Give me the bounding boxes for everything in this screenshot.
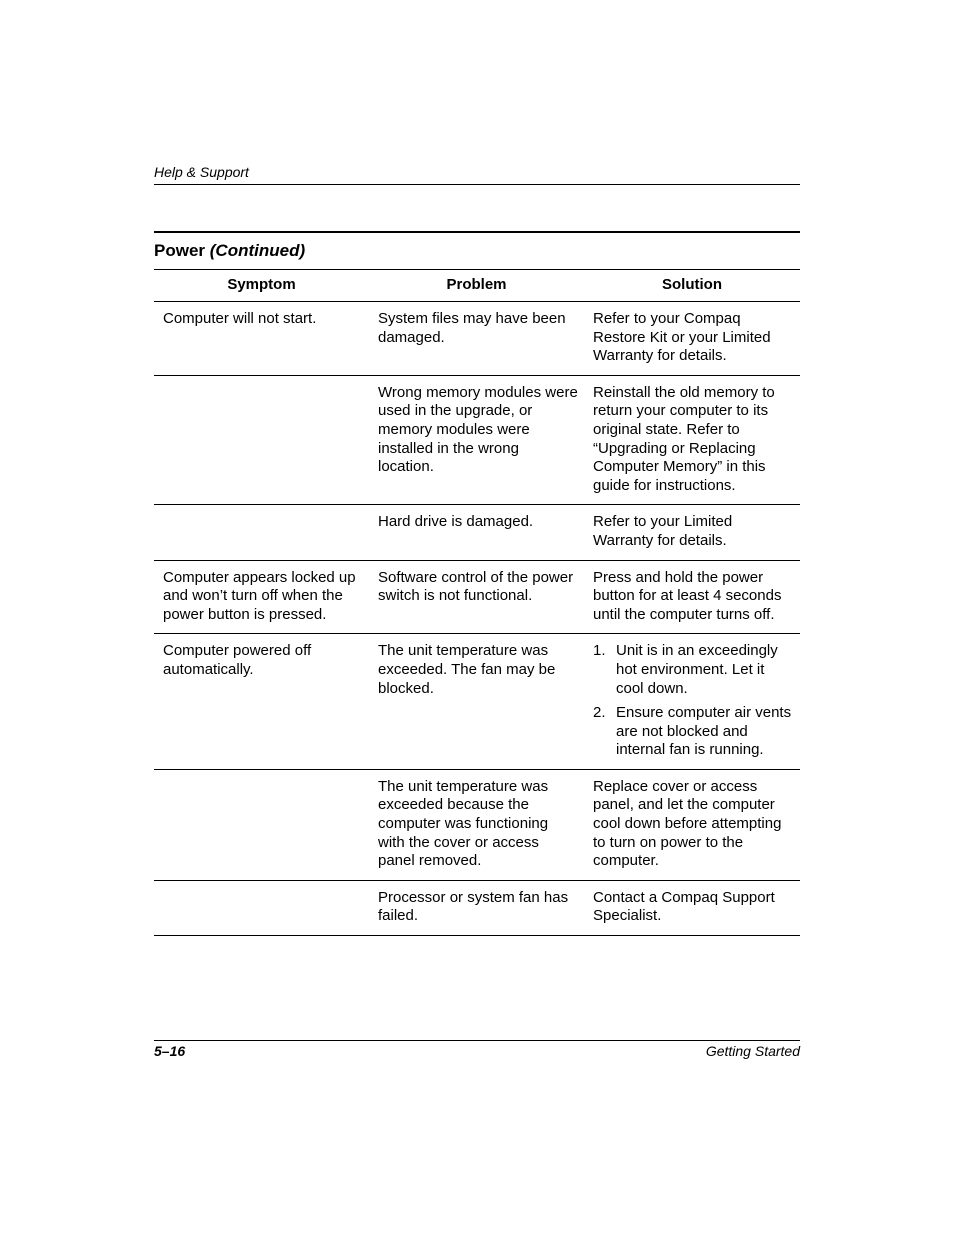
- section-title-continued: (Continued): [209, 241, 306, 260]
- step-number: 1.: [593, 642, 606, 660]
- solution-cell: Refer to your Limited Warranty for details.: [584, 505, 800, 560]
- table-row: [154, 880, 800, 935]
- solution-steps-list: [593, 642, 794, 760]
- solution-cell: Refer to your Compaq Restore Kit or your Limited Warranty for details.: [584, 302, 800, 376]
- table-row: [154, 375, 800, 505]
- symptom-cell: [154, 375, 369, 505]
- solution-cell: Press and hold the power button for at least 4 seconds until the computer turns off.: [584, 560, 800, 634]
- step-number: 2.: [593, 704, 606, 722]
- solution-cell: [584, 634, 800, 770]
- step-text: Unit is in an exceedingly hot environment. Let it cool down.: [616, 642, 778, 697]
- document-title: Getting Started: [705, 1043, 800, 1059]
- table-row: [154, 560, 800, 634]
- section-title: [154, 231, 800, 270]
- column-header-problem: Problem: [369, 270, 584, 302]
- problem-cell: Processor or system fan has failed.: [369, 880, 584, 935]
- problem-cell: Hard drive is damaged.: [369, 505, 584, 560]
- symptom-cell: Computer will not start.: [154, 302, 369, 376]
- solution-cell: Contact a Compaq Support Specialist.: [584, 880, 800, 935]
- running-footer: [154, 1040, 800, 1059]
- running-header: [154, 164, 800, 185]
- step-text: Ensure computer air vents are not blocked and internal fan is running.: [616, 704, 792, 759]
- problem-cell: The unit temperature was exceeded. The fan may be blocked.: [369, 634, 584, 770]
- troubleshooting-table: [154, 269, 800, 936]
- column-header-solution: Solution: [584, 270, 800, 302]
- table-row: [154, 634, 800, 770]
- problem-cell: System files may have been damaged.: [369, 302, 584, 376]
- problem-cell: The unit temperature was exceeded because the computer was functioning with the cover or access panel removed.: [369, 769, 584, 880]
- solution-step: [593, 704, 794, 760]
- solution-step: [593, 642, 794, 698]
- symptom-cell: [154, 769, 369, 880]
- symptom-cell: [154, 880, 369, 935]
- symptom-cell: Computer appears locked up and won’t turn off when the power button is pressed.: [154, 560, 369, 634]
- column-header-symptom: Symptom: [154, 270, 369, 302]
- solution-cell: Replace cover or access panel, and let the computer cool down before attempting to turn on power to the computer.: [584, 769, 800, 880]
- problem-cell: Software control of the power switch is not functional.: [369, 560, 584, 634]
- table-row: [154, 505, 800, 560]
- page-number: 5–16: [154, 1043, 186, 1059]
- table-header-row: [154, 270, 800, 302]
- running-header-text: Help & Support: [154, 164, 249, 180]
- table-row: [154, 302, 800, 376]
- problem-cell: Wrong memory modules were used in the upgrade, or memory modules were installed in the wrong location.: [369, 375, 584, 505]
- solution-cell: Reinstall the old memory to return your computer to its original state. Refer to “Upgrading or Replacing Computer Memory” in this guide for instructions.: [584, 375, 800, 505]
- table-row: [154, 769, 800, 880]
- symptom-cell: Computer powered off automatically.: [154, 634, 369, 770]
- symptom-cell: [154, 505, 369, 560]
- section-title-main: Power: [154, 241, 206, 260]
